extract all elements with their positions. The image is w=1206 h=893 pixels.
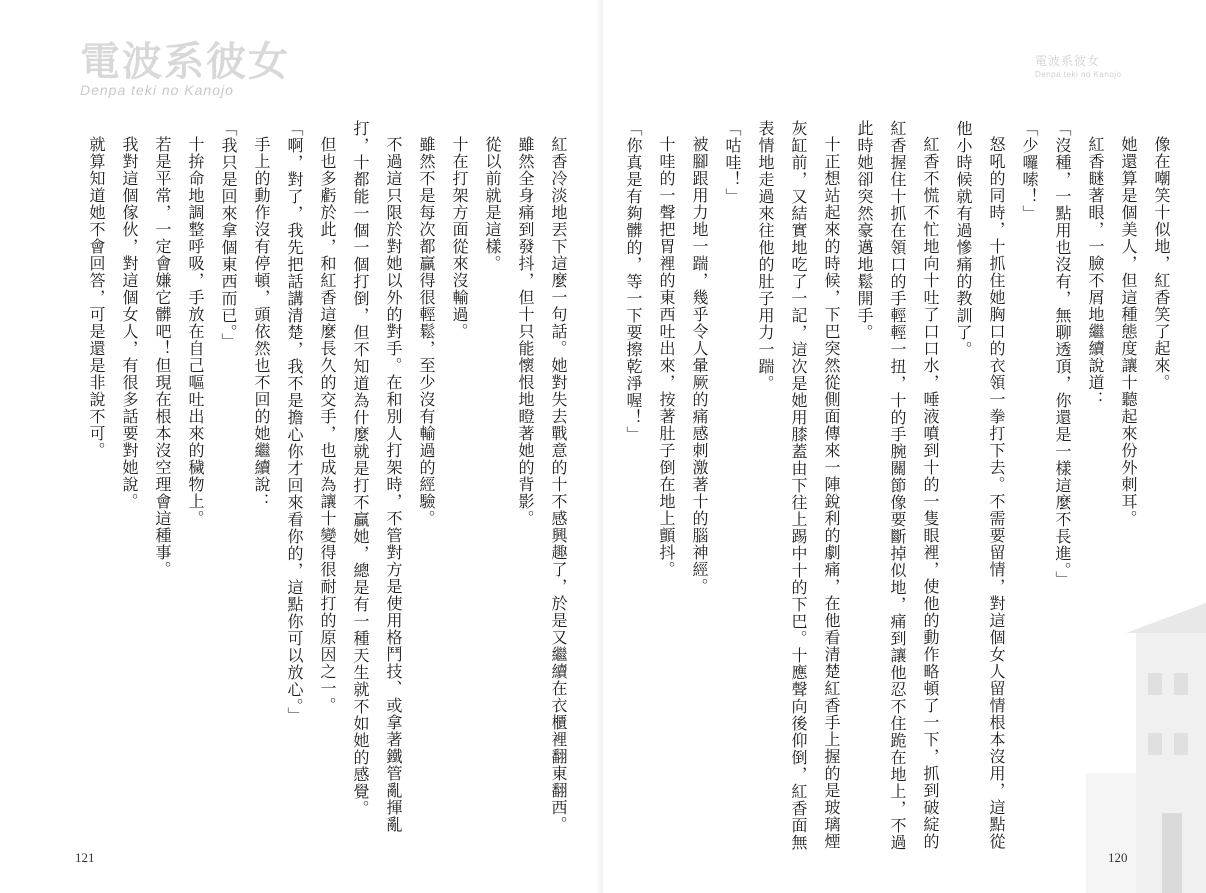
paragraph: 雖然全身痛到發抖，但十只能懷恨地瞪著她的背影。 [516, 136, 535, 527]
paragraph: 怒吼的同時，十抓住她胸口的衣領一拳打下去。不需要留情，對這個女人留情根本沒用，這點從他小時候就有過慘痛的教訓了。 [954, 120, 1006, 850]
paragraph: 就算知道她不會回答，可是還是非說不可。 [87, 136, 106, 459]
paragraph: 紅香冷淡地丟下這麼一句話。她對失去戰意的十不感興趣了，於是又繼續在衣櫃裡翻東翻西。 [549, 136, 568, 833]
street-illustration [1066, 593, 1206, 893]
paragraph: 十哇的一聲把胃裡的東西吐出來，按著肚子倒在地上顫抖。 [657, 136, 676, 578]
left-page-text [75, 120, 575, 860]
paragraph: 十在打架方面從來沒輸過。 [450, 136, 469, 340]
paragraph: 「你真是有夠髒的，等一下要擦乾淨喔！」 [624, 120, 643, 443]
paragraph: 被腳跟用力地一踹，幾乎令人暈厥的痛感刺激著十的腦神經。 [690, 136, 709, 595]
book-title-mark: 電波系彼女 [1035, 54, 1101, 68]
paragraph: 但也多虧於此，和紅香這麼長久的交手，也成為讓十變得很耐打的原因之一。 [318, 136, 337, 714]
paragraph: 紅香不慌不忙地向十吐了口口水，唾液噴到十的一隻眼裡，使他的動作略頓了一下，抓到破綻的紅香握住十抓在領口的手輕輕一扭，十的手腕關節像要斷掉似地，痛到讓他忍不住跪在地上，不過此時她卻突然豪邁地鬆開手。 [855, 120, 940, 851]
paragraph: 手上的動作沒有停頓，頭依然也不回的她繼續說： [252, 136, 271, 510]
book-title-watermark: 電波系彼女 [80, 38, 290, 85]
paragraph: 雖然不是每次都贏得很輕鬆，至少沒有輸過的經驗。 [417, 136, 436, 527]
page-number: 120 [1108, 850, 1128, 865]
paragraph: 十正想站起來的時候，下巴突然從側面傳來一陣銳利的劇痛，在他看清楚紅香手上握的是玻璃煙灰缸前，又結實地吃了一記，這次是她用膝蓋由下往上踢中十的下巴。十應聲向後仰倒，紅香面無表情地走過來往他的肚子用力一踹。 [756, 120, 841, 851]
paragraph: 從以前就是這樣。 [483, 136, 502, 272]
paragraph: 我對這個傢伙，對這個女人，有很多話要對她說。 [120, 136, 139, 510]
paragraph: 「少囉嗦！」 [1020, 120, 1039, 222]
paragraph: 十拚命地調整呼吸，手放在自己嘔吐出來的穢物上。 [186, 136, 205, 527]
paragraph: 「啊，對了，我先把話講清楚，我不是擔心你才回來看你的，這點你可以放心。」 [285, 120, 304, 724]
book-subtitle-mark: Denpa teki no Kanojo [1035, 70, 1122, 79]
book-subtitle-watermark: Denpa teki no Kanojo [80, 82, 234, 98]
paragraph: 「沒種，一點用也沒有，無聊透頂，你還是一樣這麼不長進。」 [1053, 120, 1072, 588]
paragraph: 紅香瞇著眼，一臉不屑地繼續說道： [1086, 136, 1105, 408]
paragraph: 她還算是個美人，但這種態度讓十聽起來份外刺耳。 [1119, 136, 1138, 527]
paragraph: 若是平常，一定會嫌它髒吧！但現在根本沒空理會這種事。 [153, 136, 172, 578]
page-number: 121 [75, 850, 95, 865]
paragraph: 「我只是回來拿個東西而已。」 [219, 120, 238, 350]
paragraph: 不過這只限於對她以外的對手。在和別人打架時，不管對方是使用格鬥技、或拿著鐵管亂揮亂打，十都能一個一個打倒，但不知道為什麼就是打不贏她，總是有一種天生就不如她的感覺。 [351, 120, 403, 833]
paragraph: 像在嘲笑十似地，紅香笑了起來。 [1152, 136, 1171, 391]
right-page [603, 0, 1206, 893]
paragraph: 「咕哇！」 [723, 120, 742, 205]
